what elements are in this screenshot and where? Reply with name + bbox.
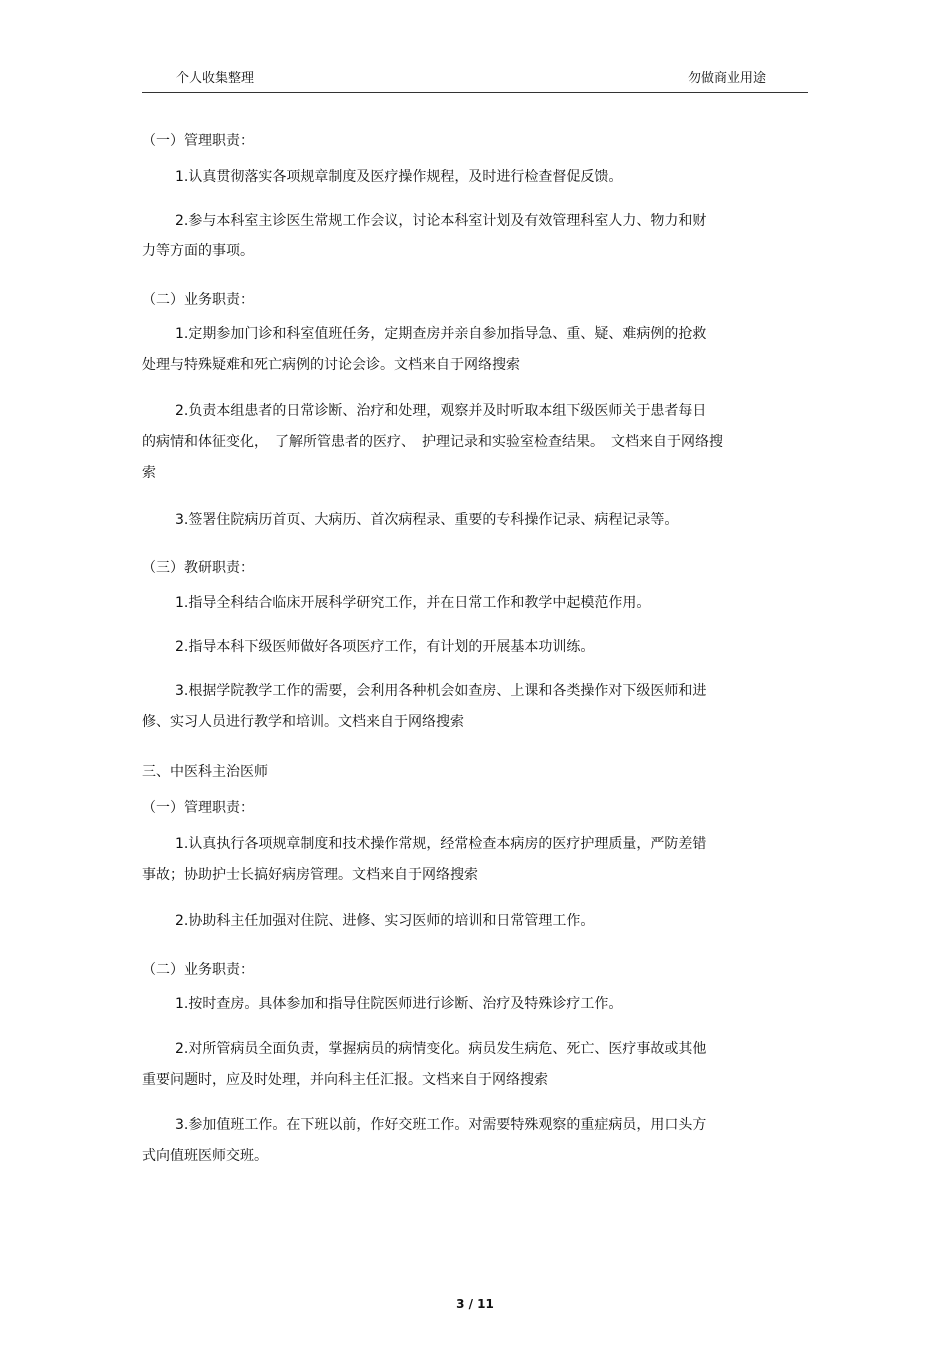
section-heading: （二）业务职责： (142, 292, 254, 308)
paragraph-line: 修、实习人员进行教学和培训。文档来自于网络搜索 (142, 714, 464, 730)
paragraph-line: 索 (142, 465, 156, 481)
page-number: 3 / 11 (456, 1297, 494, 1311)
chapter-heading: 三、中医科主治医师 (142, 764, 268, 780)
header-left-text: 个人收集整理 (176, 71, 255, 86)
paragraph-line: 力等方面的事项。 (142, 243, 254, 259)
paragraph-line: 3.签署住院病历首页、大病历、首次病程录、重要的专科操作记录、病程记录等。 (175, 512, 679, 528)
paragraph-line: 处理与特殊疑难和死亡病例的讨论会诊。文档来自于网络搜索 (142, 357, 520, 373)
header-right-text: 勿做商业用途 (687, 71, 766, 86)
paragraph-line: 事故；协助护士长搞好病房管理。文档来自于网络搜索 (142, 867, 478, 883)
page-header (142, 58, 808, 93)
paragraph-line: 3.参加值班工作。在下班以前，作好交班工作。对需要特殊观察的重症病员，用口头方 (175, 1117, 707, 1133)
paragraph-line: 2.对所管病员全面负责，掌握病员的病情变化。病员发生病危、死亡、医疗事故或其他 (175, 1041, 707, 1057)
paragraph-line: 的病情和体征变化， 了解所管患者的医疗、 护理记录和实验室检查结果。 文档来自于网络搜 (142, 434, 723, 450)
paragraph-line: 1.认真执行各项规章制度和技术操作常规，经常检查本病房的医疗护理质量，严防差错 (175, 836, 707, 852)
section-heading: （一）管理职责： (142, 133, 254, 149)
section-heading: （一）管理职责： (142, 800, 254, 816)
paragraph-line: 重要问题时，应及时处理，并向科主任汇报。文档来自于网络搜索 (142, 1072, 548, 1088)
paragraph-line: 2.负责本组患者的日常诊断、治疗和处理，观察并及时听取本组下级医师关于患者每日 (175, 403, 707, 419)
paragraph-line: 式向值班医师交班。 (142, 1148, 268, 1164)
paragraph-line: 1.按时查房。具体参加和指导住院医师进行诊断、治疗及特殊诊疗工作。 (175, 996, 623, 1012)
paragraph-line: 2.指导本科下级医师做好各项医疗工作，有计划的开展基本功训练。 (175, 639, 595, 655)
paragraph-line: 1.认真贯彻落实各项规章制度及医疗操作规程，及时进行检查督促反馈。 (175, 169, 623, 185)
section-heading: （二）业务职责： (142, 962, 254, 978)
section-heading: （三）教研职责： (142, 560, 254, 576)
paragraph-line: 2.参与本科室主诊医生常规工作会议，讨论本科室计划及有效管理科室人力、物力和财 (175, 213, 707, 229)
paragraph-line: 3.根据学院教学工作的需要，会利用各种机会如查房、上课和各类操作对下级医师和进 (175, 683, 707, 699)
paragraph-line: 2.协助科主任加强对住院、进修、实习医师的培训和日常管理工作。 (175, 913, 595, 929)
paragraph-line: 1.指导全科结合临床开展科学研究工作，并在日常工作和教学中起模范作用。 (175, 595, 651, 611)
paragraph-line: 1.定期参加门诊和科室值班任务，定期查房并亲自参加指导急、重、疑、难病例的抢救 (175, 326, 707, 342)
